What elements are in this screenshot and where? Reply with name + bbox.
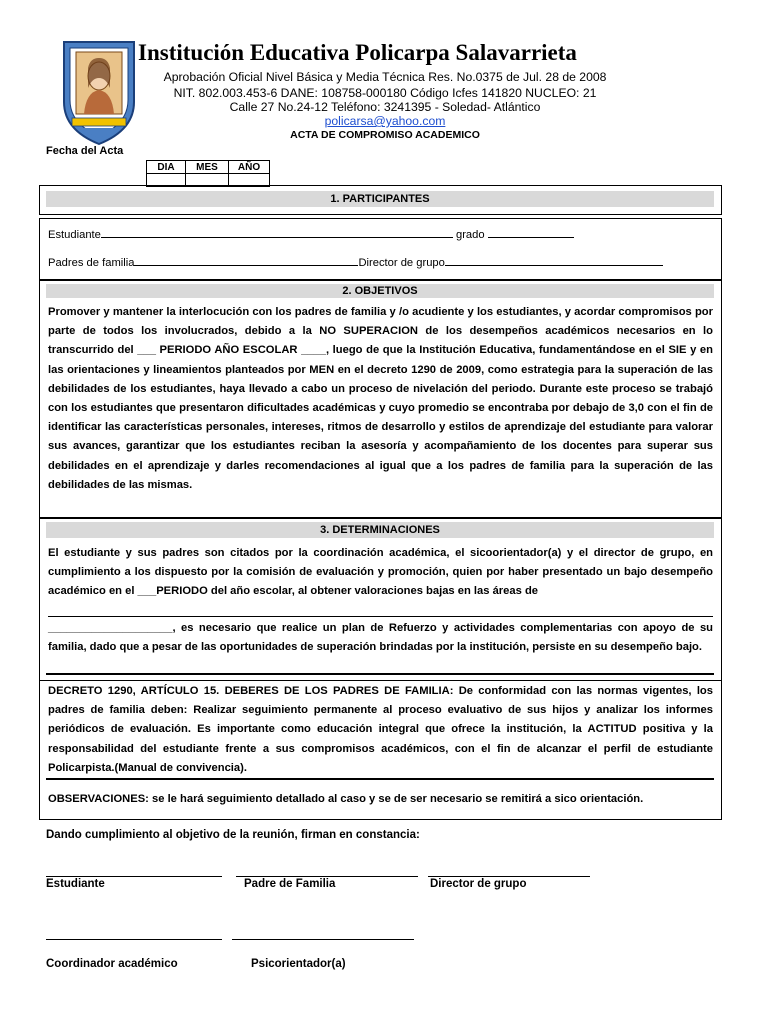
header-address-line: Calle 27 No.24-12 Teléfono: 3241395 - Soledad- Atlántico bbox=[229, 100, 541, 114]
date-col-dia: DIA bbox=[147, 161, 186, 174]
divider bbox=[46, 778, 714, 780]
signature-label-psicorientador: Psicorientador(a) bbox=[251, 958, 346, 970]
determinaciones-title: 3. DETERMINACIONES bbox=[46, 522, 714, 538]
signature-line-coordinador[interactable] bbox=[46, 939, 222, 940]
signature-label-padre: Padre de Familia bbox=[244, 878, 336, 890]
school-crest-logo bbox=[58, 38, 140, 146]
institution-name: Institución Educativa Policarpa Salavarrieta bbox=[138, 40, 577, 65]
header-approval-line: Aprobación Oficial Nivel Básica y Media Técnica Res. No.0375 de Jul. 28 de 2008 bbox=[163, 70, 607, 84]
divider bbox=[40, 680, 721, 681]
participantes-title: 1. PARTICIPANTES bbox=[46, 191, 714, 207]
signature-line-psicorientador[interactable] bbox=[232, 939, 414, 940]
signature-label-director: Director de grupo bbox=[430, 878, 527, 890]
signature-line-estudiante[interactable] bbox=[46, 876, 222, 877]
fecha-label: Fecha del Acta bbox=[46, 145, 124, 157]
objetivos-text: Promover y mantener la interlocución con los padres de familia y /o acudiente y los estudiantes, y acordar compromisos por parte de todos los involucrados, debido a la NO SUPERACION de los desempeños académicos necesarios en lo transcurrido del ___ PERIODO AÑO ESCOLAR ____, luego de que la Institución Educativa, fundamentándose en el SIE y en las orientaciones y lineamientos planteados por MEN en el decreto 1290 de 2009, como estrategia para la superación de las debilidades de los estudiantes, haya llevado a cabo un proceso de nivelación del periodo. Durante este proceso se trabajó con los estudiantes que presentaron dificultades académicas y cuyo promedio se encontraba por debajo de 3,0 con el fin de identificar las características personales, intereses, ritmos de desarrollo y estilos de aprendizaje del estudiante para valorar sus avances, garantizar que los estudiantes reciban la asesoría y acompañamiento de los docentes para superar sus debilidades en el aprendizaje y darles recomendaciones al igual que a los padres de familia para la superación de las debilidades de las mismas. bbox=[48, 306, 713, 491]
signature-line-director[interactable] bbox=[428, 876, 590, 877]
email-link[interactable]: policarsa@yahoo.com bbox=[324, 114, 446, 128]
date-table bbox=[146, 160, 270, 187]
divider bbox=[46, 673, 714, 675]
estudiante-label: Estudiante bbox=[48, 229, 101, 241]
signature-line-padre[interactable] bbox=[236, 876, 418, 877]
grado-label: grado bbox=[455, 229, 485, 241]
objetivos-title: 2. OBJETIVOS bbox=[46, 284, 714, 298]
participantes-box bbox=[39, 218, 722, 280]
padres-label: Padres de familia bbox=[48, 257, 135, 269]
participantes-header-box bbox=[39, 185, 722, 215]
objetivos-box bbox=[39, 280, 722, 518]
estudiante-field[interactable] bbox=[101, 225, 453, 238]
director-label: Director de grupo bbox=[358, 257, 445, 269]
determinaciones-text-1: El estudiante y sus padres son citados por la coordinación académica, el sicoorientador(a) y el director de grupo, en cumplimiento a los dispuesto por la comisión de evaluación y promoción, quien por haber presentado un bajo desempeño académico en el ___PERIODO del año escolar, al obtener valoraciones bajas en las áreas de bbox=[48, 547, 713, 598]
determinaciones-box bbox=[39, 518, 722, 820]
determinaciones-text-2: ____________________, es necesario que realice un plan de Refuerzo y actividades complementarias con apoyo de su familia, dado que a pesar de las oportunidades de superación brindadas por la institución, persiste en su desempeño bajo. bbox=[48, 622, 713, 654]
padres-field[interactable] bbox=[134, 253, 358, 266]
date-col-ano: AÑO bbox=[229, 161, 270, 174]
date-col-mes: MES bbox=[186, 161, 229, 174]
signature-label-estudiante: Estudiante bbox=[46, 878, 105, 890]
document-title: ACTA DE COMPROMISO ACADEMICO bbox=[290, 129, 480, 141]
decreto-text: DECRETO 1290, ARTÍCULO 15. DEBERES DE LOS PADRES DE FAMILIA: De conformidad con las normas vigentes, los padres de familia deben: Realizar seguimiento permanente al proceso evaluativo de sus hijos y analizar los informes periódicos de evaluación. Es importante como educación integral que ofrece la institución, la ACTITUD positiva y la responsabilidad del estudiante frente a sus compromisos académicos, con el fin de alcanzar el perfil de estudiante Policarpista.(Manual de convivencia). bbox=[48, 685, 713, 774]
areas-field[interactable] bbox=[48, 616, 713, 617]
closing-text: Dando cumplimiento al objetivo de la reunión, firman en constancia: bbox=[46, 829, 420, 841]
signature-label-coordinador: Coordinador académico bbox=[46, 958, 178, 970]
grado-field[interactable] bbox=[488, 225, 574, 238]
header-nit-line: NIT. 802.003.453-6 DANE: 108758-000180 Código Icfes 141820 NUCLEO: 21 bbox=[173, 86, 597, 100]
observaciones-text: OBSERVACIONES: se le hará seguimiento detallado al caso y se de ser necesario se remitirá a sico orientación. bbox=[48, 793, 644, 805]
director-field[interactable] bbox=[445, 253, 663, 266]
